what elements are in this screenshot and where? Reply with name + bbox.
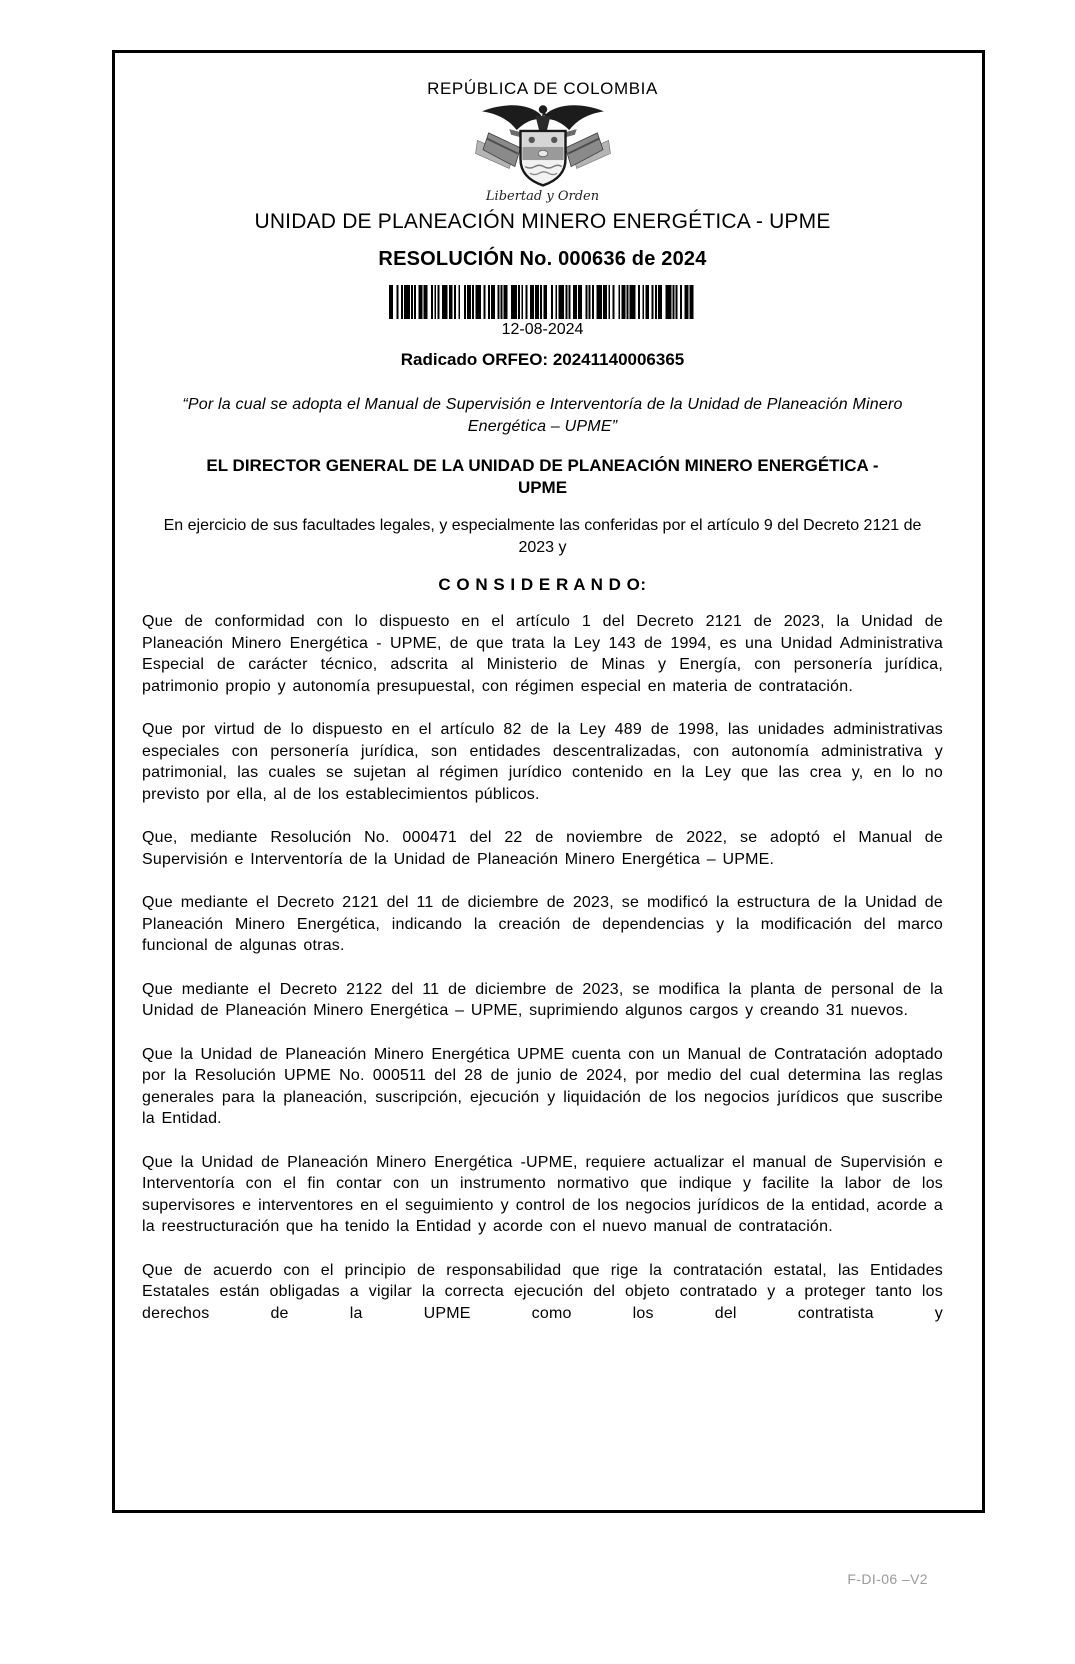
coat-of-arms-icon: [468, 101, 618, 191]
entity-name: UNIDAD DE PLANEACIÓN MINERO ENERGÉTICA - UPME: [254, 210, 831, 233]
paragraph-8: Que de acuerdo con el principio de responsabilidad que rige la contratación estatal, las Entidades Estatales están obligadas a vigilar la correcta ejecución del objeto contratado y a proteger tanto los derechos de la UPME como los del contratista y: [142, 1261, 943, 1322]
page-border-frame: [112, 50, 985, 1513]
paragraph-1: Que de conformidad con lo dispuesto en el artículo 1 del Decreto 2121 de 2023, la Unidad de Planeación Minero Energética - UPME, de que trata la Ley 143 de 1994, es una Unidad Administrativa Especial de carácter técnico, adscrita al Ministerio de Minas y Energía, con personería jurídica, patrimonio propio y autonomía presupuestal, con régimen especial en materia de contratación.: [142, 613, 943, 695]
paragraph-6: Que la Unidad de Planeación Minero Energética UPME cuenta con un Manual de Contratación adoptado por la Resolución UPME No. 000511 del 28 de junio de 2024, por medio del cual determina las reglas generales para la planeación, suscripción, ejecución y liquidación de los negocios jurídicos que suscribe la Entidad.: [142, 1045, 943, 1127]
paragraph-7: Que la Unidad de Planeación Minero Energética -UPME, requiere actualizar el manual de Supervisión e Interventoría con el fin contar con un instrumento normativo que indique y facilite la labor de los supervisores e interventores en el seguimiento y control de los negocios jurídicos de la entidad, acorde a la reestructuración que ha tenido la Entidad y acorde con el nuevo manual de contratación.: [142, 1153, 943, 1235]
paragraph-3: Que, mediante Resolución No. 000471 del 22 de noviembre de 2022, se adoptó el Manual de Supervisión e Interventoría de la Unidad de Planeación Minero Energética – UPME.: [142, 829, 943, 868]
emblem-motto: Libertad y Orden: [485, 189, 600, 204]
coat-of-arms: [142, 101, 943, 204]
authority-heading: EL DIRECTOR GENERAL DE LA UNIDAD DE PLANEACIÓN MINERO ENERGÉTICA - UPME: [206, 456, 879, 497]
considerando-heading: C O N S I D E R A N D O:: [438, 575, 647, 594]
subject-quote: “Por la cual se adopta el Manual de Supervisión e Interventoría de la Unidad de Planeación Minero Energética – UPME”: [182, 396, 903, 435]
body-paragraphs: [142, 611, 943, 1324]
barcode-block: [142, 285, 943, 339]
paragraph-5: Que mediante el Decreto 2122 del 11 de diciembre de 2023, se modifica la planta de personal de la Unidad de Planeación Minero Energética – UPME, suprimiendo algunos cargos y creando 31 nuevos.: [142, 980, 943, 1019]
paragraph-2: Que por virtud de lo dispuesto en el artículo 82 de la Ley 489 de 1998, las unidades administrativas especiales con personería jurídica, son entidades descentralizadas, con autonomía administrativa y patrimonial, las cuales se sujetan al régimen jurídico contenido en la Ley que las crea y, en lo no previsto por ella, al de los establecimientos públicos.: [142, 721, 943, 803]
faculties-line: En ejercicio de sus facultades legales, y especialmente las conferidas por el artículo 9 del Decreto 2121 de 2023 y: [163, 517, 922, 556]
radicado-line: Radicado ORFEO: 20241140006365: [400, 350, 685, 369]
paragraph-4: Que mediante el Decreto 2121 del 11 de diciembre de 2023, se modificó la estructura de la Unidad de Planeación Minero Energética, indicando la creación de dependencias y la modificación del marco funcional de algunas otras.: [142, 894, 943, 954]
barcode-date: 12-08-2024: [501, 321, 584, 338]
barcode-icon: [389, 285, 696, 319]
republic-title: REPÚBLICA DE COLOMBIA: [427, 79, 658, 98]
resolution-number: RESOLUCIÓN No. 000636 de 2024: [378, 248, 707, 270]
footer-form-code: F-DI-06 –V2: [847, 1571, 928, 1587]
